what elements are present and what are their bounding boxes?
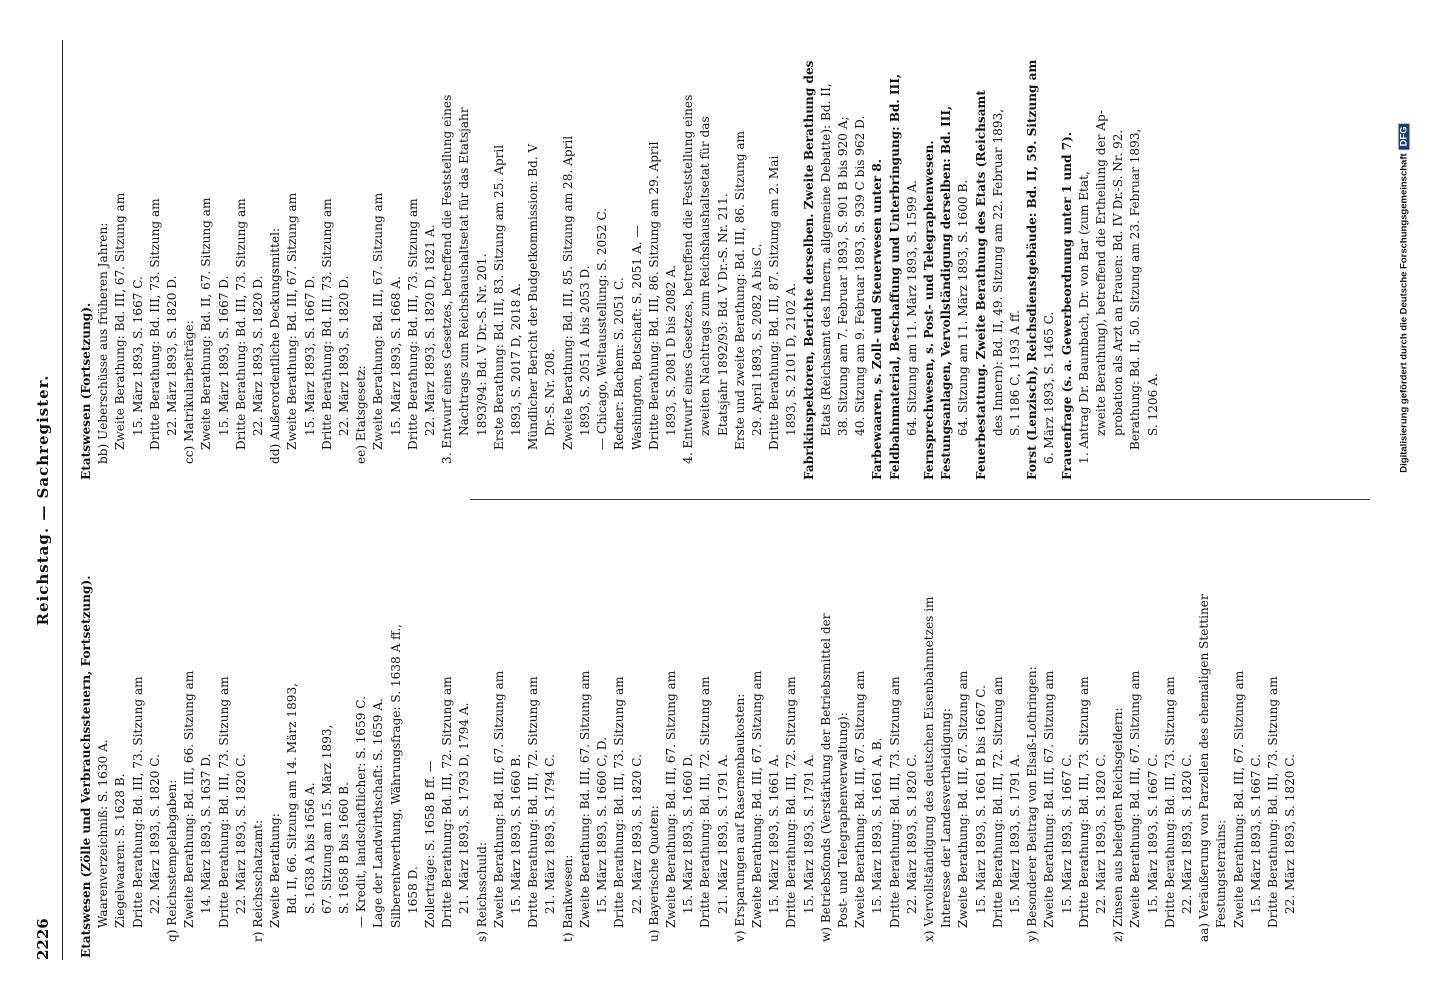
index-line: 15. März 1893, S. 1667 C. bbox=[130, 276, 145, 436]
index-line: Frauenfrage (s. a. Gewerbeordnung unter 1 und 7). bbox=[1059, 131, 1074, 480]
index-line: 22. März 1893, S. 1820 D. bbox=[251, 275, 266, 436]
index-line: Dritte Berathung: Bd. III, 72. Sitzung am bbox=[698, 676, 713, 928]
index-line: 4. Entwurf eines Gesetzes, betreffend die Feststellung eines bbox=[681, 94, 696, 464]
index-line: des Innern): Bd. II, 49. Sitzung am 22. Februar 1893, bbox=[990, 108, 1005, 436]
index-line: z) Zinsen aus belegten Reichsgeldern: bbox=[1111, 707, 1126, 942]
index-line: Zweite Berathung: Bd. III, 67. Sitzung am bbox=[853, 670, 868, 928]
index-line: Feuerbestattung. Zweite Berathung des Etats (Reichsamt bbox=[973, 90, 988, 480]
index-line: 64. Sitzung am 11. März 1893, S. 1599 A. bbox=[904, 179, 919, 436]
index-line: Farbewaaren, s. Zoll- und Steuerwesen unter 8. bbox=[870, 159, 885, 480]
index-line: 22. März 1893, S. 1820 C. bbox=[1180, 754, 1194, 914]
right-column bbox=[78, 28, 1162, 480]
index-line: Erste Berathung: Bd. III, 83. Sitzung am 25. April bbox=[491, 144, 506, 450]
index-line: Dritte Berathung: Bd. III, 72. Sitzung am bbox=[784, 676, 799, 928]
index-line: S. 1186 C, 1193 A ff. bbox=[1007, 310, 1022, 436]
index-line: Dritte Berathung: Bd. III, 72. Sitzung am bbox=[440, 676, 455, 928]
index-line: Feldbahnmaterial, Beschaffung und Unterbringung: Bd. III, bbox=[887, 73, 902, 480]
index-line: S. 1638 A bis 1656 A. bbox=[302, 782, 317, 914]
index-line: y) Besonderer Beitrag von Elsaß-Lothringen: bbox=[1025, 666, 1040, 942]
index-line: Dritte Berathung: Bd. III, 72. Sitzung am bbox=[990, 676, 1005, 928]
page-header bbox=[30, 40, 60, 960]
index-line: 22. März 1893, S. 1820 C. bbox=[629, 754, 644, 914]
index-line: Festungsanlagen, Vervollständigung derselben: Bd. III, bbox=[939, 105, 954, 480]
index-line: Forst (Lenzisch), Reichsdienstgebäude: Bd. II, 59. Sitzung am bbox=[1025, 59, 1040, 480]
index-line: S. 1658 B bis 1660 B. bbox=[337, 782, 352, 914]
index-line: Zweite Berathung: Bd. III, 67. Sitzung am bbox=[663, 670, 678, 928]
index-line: probation als Arzt an Frauen: Bd. IV Dr.-S. Nr. 92. bbox=[1111, 129, 1126, 436]
index-line: Zweite Berathung: Bd. II, 67. Sitzung am bbox=[199, 197, 214, 450]
index-line: Dritte Berathung: Bd. III, 73. Sitzung am bbox=[130, 676, 145, 928]
index-line: 15. März 1893, S. 1667 C. bbox=[1145, 754, 1160, 914]
index-line: Fernsprechwesen, s. Post- und Telegraphenwesen. bbox=[921, 140, 936, 480]
index-line: Zollerträge: S. 1658 B ff. — bbox=[423, 760, 438, 928]
index-line: 15. März 1893, S. 1667 C. bbox=[1248, 754, 1263, 914]
index-line: 3. Entwurf eines Gesetzes, betreffend die Feststellung eines bbox=[440, 94, 455, 464]
index-line: 6. März 1893, S. 1465 C. bbox=[1042, 311, 1057, 464]
index-line: Dritte Berathung: Bd. III, 73. Sitzung am bbox=[887, 676, 902, 928]
index-line: r) Reichsschatzamt: bbox=[251, 819, 266, 942]
index-line: Dritte Berathung: Bd. III, 73. Sitzung am bbox=[612, 676, 627, 928]
index-line: u) Bayerische Quoten: bbox=[646, 805, 661, 942]
index-line: 15. März 1893, S. 1667 C. bbox=[1059, 754, 1074, 914]
index-line: 1. Antrag Dr. Baumbach, Dr. von Bar (zum Etat, bbox=[1076, 171, 1091, 464]
index-line: 15. März 1893, S. 1661 A, B. bbox=[870, 737, 885, 914]
index-line: Dritte Berathung: Bd. III, 87. Sitzung am 2. Mai bbox=[767, 155, 782, 450]
index-line: Dritte Berathung: Bd. III, 73. Sitzung am bbox=[1076, 676, 1091, 928]
index-line: Etatsjahr 1892/93: Bd. V Dr.-S. Nr. 211. bbox=[715, 193, 730, 436]
index-line: 15. März 1893, S. 1660 B. bbox=[509, 753, 524, 914]
index-line: Zweite Berathung: Bd. III, 67. Sitzung am bbox=[1042, 670, 1057, 928]
index-line: 15. März 1893, S. 1791 A. bbox=[1007, 754, 1022, 914]
index-line: Zweite Berathung: Bd. III, 67. Sitzung am bbox=[1231, 670, 1246, 928]
index-line: Zweite Berathung: bbox=[268, 813, 283, 928]
column-divider bbox=[470, 499, 1370, 500]
index-line: 22. März 1893, S. 1820 C. bbox=[233, 754, 248, 914]
index-line: Fabrikinspektoren, Berichte derselben. Zweite Berathung des bbox=[801, 60, 816, 480]
index-line: Zweite Berathung: Bd. III, 67. Sitzung am bbox=[1128, 670, 1143, 928]
index-line: Mündlicher Bericht der Budgetkommission: Bd. V bbox=[526, 143, 541, 450]
index-line: Zweite Berathung: Bd. III, 67. Sitzung am bbox=[285, 192, 300, 450]
index-line: Ziegelwaaren: S. 1628 B. bbox=[113, 773, 128, 928]
index-line: 22. März 1893, S. 1820 D, 1821 A. bbox=[423, 224, 438, 436]
index-line: 15. März 1893, S. 1660 C, D. bbox=[595, 737, 610, 914]
index-line: Etatswesen (Zölle und Verbrauchssteuern, Fortsetzung). bbox=[79, 575, 93, 958]
index-line: Etatswesen (Fortsetzung). bbox=[79, 302, 93, 480]
index-line: Zweite Berathung: Bd. III, 67. Sitzung am bbox=[491, 670, 506, 928]
index-line: bb) Ueberschüsse aus früheren Jahren: bbox=[96, 222, 111, 464]
index-line: 64. Sitzung am 11. März 1893, S. 1600 B. bbox=[956, 179, 971, 436]
index-line: 15. März 1893, S. 1668 A. bbox=[388, 276, 403, 436]
index-line: Dritte Berathung: Bd. III, 73. Sitzung am bbox=[1266, 676, 1281, 928]
index-line: 22. März 1893, S. 1820 D. bbox=[165, 275, 180, 436]
index-line: 40. Sitzung am 9. Februar 1893, S. 939 C bis 962 D. bbox=[853, 115, 868, 436]
index-line: t) Bankwesen: bbox=[560, 854, 575, 942]
index-line: cc) Matrikularbeiträge: bbox=[182, 320, 197, 464]
index-line: Berathung: Bd. II, 50. Sitzung am 23. Februar 1893, bbox=[1128, 128, 1143, 450]
index-line: 15. März 1893, S. 1660 D. bbox=[681, 753, 696, 914]
header-rule bbox=[62, 40, 63, 960]
index-line: dd) Außerordentliche Deckungsmittel: bbox=[268, 227, 283, 464]
dfg-badge: DFG bbox=[1399, 123, 1410, 149]
funding-note-text: Digitalisierung gefördert durch die Deutsche ForschungsgemeinschaftDFG bbox=[1399, 123, 1410, 472]
left-column bbox=[78, 506, 1299, 958]
index-line: Silberentwerthung, Währungsfrage: S. 1638 A ff., bbox=[388, 623, 403, 928]
index-line: 14. März 1893, S. 1637 D. bbox=[199, 753, 214, 914]
index-line: Dritte Berathung: Bd. III, 73. Sitzung am bbox=[405, 198, 420, 450]
index-line: 29. April 1893, S. 2082 A bis C. bbox=[749, 243, 764, 436]
page-number: 2226 bbox=[34, 918, 52, 960]
index-line: 21. März 1893, S. 1793 D, 1794 A. bbox=[457, 702, 472, 914]
index-line: Nachtrags zum Reichshaushaltsetat für das Etatsjahr bbox=[457, 107, 472, 436]
index-line: 15. März 1893, S. 1661 B bis 1667 C. bbox=[973, 685, 988, 914]
index-line: 15. März 1893, S. 1661 A. bbox=[767, 754, 782, 914]
index-line: Festungsterrains: bbox=[1214, 819, 1229, 928]
index-line: zweite Berathung), betreffend die Ertheilung der Ap- bbox=[1093, 110, 1108, 436]
page-title: Reichstag. — Sachregister. bbox=[34, 374, 52, 626]
index-line: Zweite Berathung: Bd. III, 67. Sitzung am bbox=[113, 192, 128, 450]
index-line: Zweite Berathung: Bd. III, 66. Sitzung am bbox=[182, 670, 197, 928]
index-line: Bd. II, 66. Sitzung am 14. März 1893, bbox=[285, 683, 300, 914]
index-line: Redner: Bachem: S. 2051 C. bbox=[612, 277, 627, 450]
index-line: 15. März 1893, S. 1791 A. bbox=[801, 754, 816, 914]
index-line: Erste und zweite Berathung: Bd. III, 86. Sitzung am bbox=[732, 130, 747, 450]
index-line: Interesse der Landesvertheidigung: bbox=[939, 708, 954, 928]
index-line: 1893/94: Bd. V Dr.-S. Nr. 201. bbox=[474, 253, 489, 436]
index-line: S. 1206 A. bbox=[1145, 373, 1160, 436]
index-line: 1658 D. bbox=[405, 866, 420, 914]
index-line: s) Reichsschuld: bbox=[474, 842, 489, 942]
index-line: Dritte Berathung: Bd. III, 86. Sitzung am 29. April bbox=[646, 141, 661, 450]
index-line: q) Reichsstempelabgaben: bbox=[165, 779, 180, 942]
index-line: Washington, Botschaft: S. 2051 A. — bbox=[629, 225, 644, 450]
index-line: 22. März 1893, S. 1820 D. bbox=[337, 275, 352, 436]
index-line: 67. Sitzung am 15. März 1893, bbox=[319, 724, 334, 914]
index-line: 1893, S. 2101 D, 2102 A. bbox=[784, 283, 799, 436]
index-line: x) Vervollständigung des deutschen Eisenbahnnetzes im bbox=[921, 596, 936, 942]
index-line: Dritte Berathung: Bd. III, 73. Sitzung am bbox=[147, 198, 162, 450]
index-line: Dritte Berathung: Bd. III, 73. Sitzung am bbox=[233, 198, 248, 450]
index-line: Dritte Berathung: Bd. III, 73. Sitzung am bbox=[319, 198, 334, 450]
index-line: Post- und Telegraphenverwaltung): bbox=[835, 712, 850, 928]
index-line: ee) Etatsgesetz: bbox=[354, 365, 369, 464]
index-line: zweiten Nachtrags zum Reichshaushaltsetat für das bbox=[698, 116, 713, 436]
index-line: Zweite Berathung: Bd. III, 67. Sitzung am bbox=[371, 192, 386, 450]
index-line: 22. März 1893, S. 1820 C. bbox=[1283, 754, 1298, 914]
index-line: v) Ersparungen auf Rasernenbaukosten: bbox=[732, 693, 747, 942]
index-line: Lage der Landwirthschaft: S. 1659 A. bbox=[371, 698, 386, 928]
index-line: Zweite Berathung: Bd. III, 67. Sitzung am bbox=[749, 670, 764, 928]
index-line: — Chicago, Weltausstellung: S. 2052 C. bbox=[595, 207, 610, 450]
index-line: 15. März 1893, S. 1667 D. bbox=[216, 275, 231, 436]
index-line: 22. März 1893, S. 1820 C. bbox=[904, 754, 919, 914]
index-line: 21. März 1893, S. 1794 C. bbox=[543, 754, 558, 914]
index-line: Zweite Berathung: Bd. III, 67. Sitzung am bbox=[577, 670, 592, 928]
index-line: 38. Sitzung am 7. Februar 1893, S. 901 B bis 920 A; bbox=[835, 116, 850, 436]
index-line: w) Betriebsfonds (Verstärkung der Betriebsmittel der bbox=[818, 613, 833, 942]
index-line: 22. März 1893, S. 1820 C. bbox=[147, 754, 162, 914]
index-line: Etats (Reichsamt des Innern, allgemeine Debatte): Bd. II, bbox=[818, 83, 833, 436]
index-line: Dritte Berathung: Bd. III, 73. Sitzung am bbox=[216, 676, 231, 928]
index-line: 1893, S. 2081 D bis 2082 A. bbox=[663, 264, 678, 436]
index-line: Zweite Berathung: Bd. III, 67. Sitzung am bbox=[956, 670, 971, 928]
index-line: Dr.-S. Nr. 208. bbox=[543, 348, 558, 436]
index-line: 15. März 1893, S. 1667 D. bbox=[302, 275, 317, 436]
index-line: 1893, S. 2017 D, 2018 A. bbox=[509, 283, 524, 436]
index-line: — Kredit, landschaftlicher: S. 1659 C. bbox=[354, 696, 369, 928]
index-line: 21. März 1893, S. 1791 A. bbox=[715, 754, 730, 914]
index-line: Zweite Berathung: Bd. III, 85. Sitzung am 28. April bbox=[560, 135, 575, 450]
index-line: aa) Veräußerung von Parzellen des ehemaligen Stettiner bbox=[1197, 594, 1212, 942]
index-line: Dritte Berathung: Bd. III, 72. Sitzung am bbox=[526, 676, 541, 928]
index-line: Dritte Berathung: Bd. III, 73. Sitzung am bbox=[1162, 676, 1177, 928]
index-line: Waarenverzeichniß: S. 1630 A. bbox=[96, 739, 111, 928]
index-line: 1893, S. 2051 A bis 2053 D. bbox=[577, 265, 592, 436]
index-line: 22. März 1893, S. 1820 C. bbox=[1093, 754, 1108, 914]
